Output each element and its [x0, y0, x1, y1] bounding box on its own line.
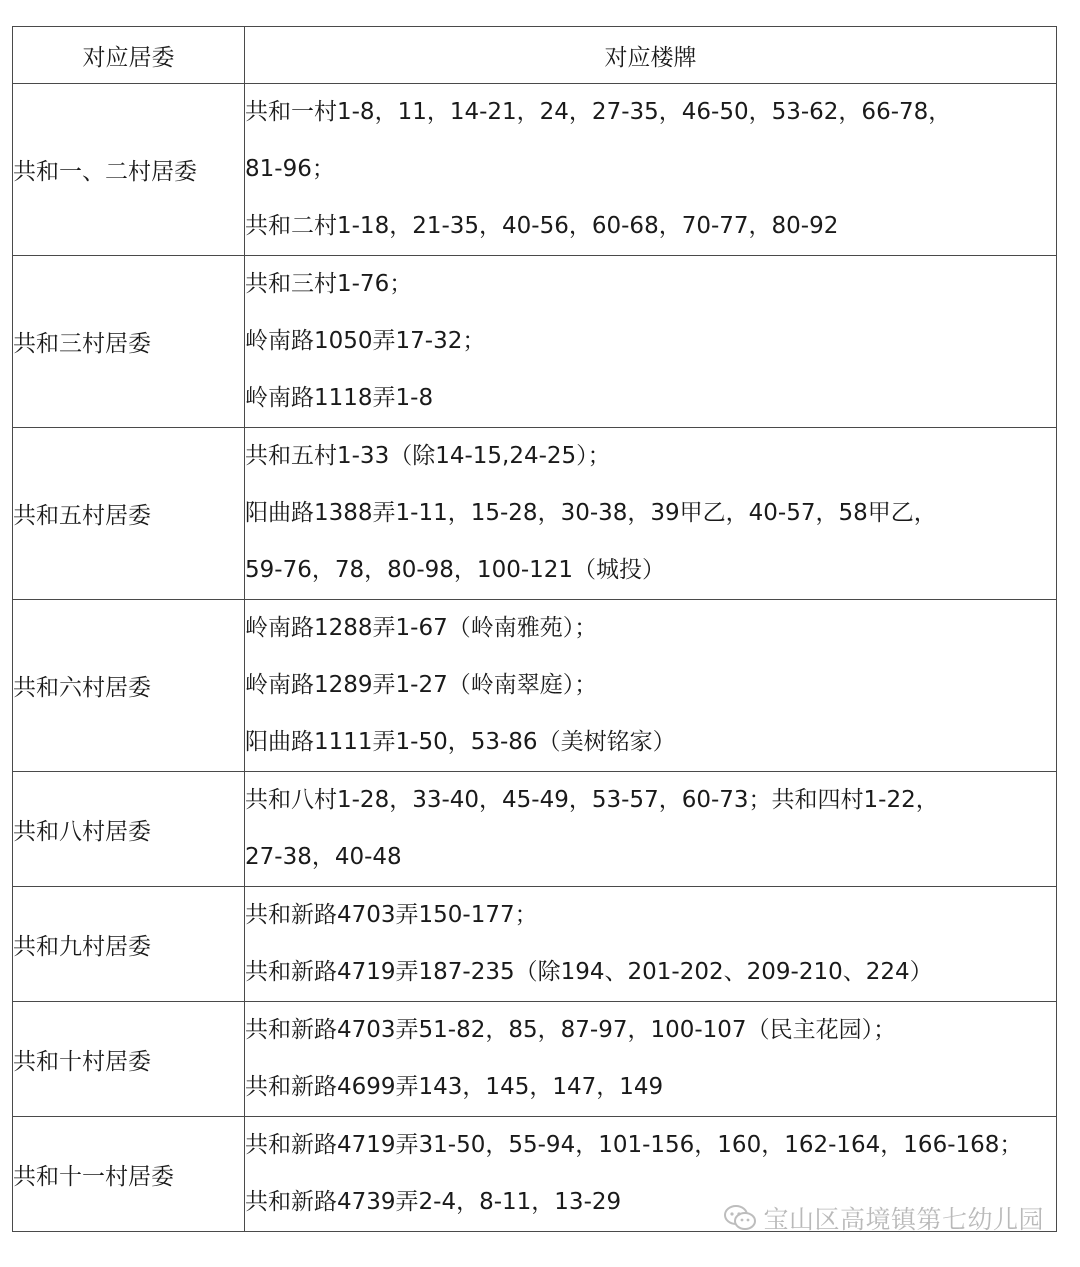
building-line: 共和三村1-76； [245, 271, 413, 297]
table-row [13, 84, 1057, 256]
building-line: 阳曲路1111弄1-50，53-86（美树铭家） [245, 729, 676, 755]
header-committee: 对应居委 [13, 27, 245, 84]
building-line: 59-76，78，80-98，100-121（城投） [245, 557, 666, 583]
committee-cell: 共和一、二村居委 [13, 84, 245, 256]
buildings-cell [245, 887, 1057, 1002]
committee-cell: 共和六村居委 [13, 600, 245, 772]
table-row [13, 428, 1057, 600]
committee-cell: 共和八村居委 [13, 772, 245, 887]
buildings-cell [245, 1002, 1057, 1117]
buildings-cell [245, 772, 1057, 887]
building-line: 共和新路4703弄150-177； [245, 902, 538, 928]
table-header-row [13, 27, 1057, 84]
buildings-cell [245, 428, 1057, 600]
building-line: 阳曲路1388弄1-11，15-28，30-38，39甲乙，40-57，58甲乙， [245, 500, 937, 526]
building-line: 共和新路4739弄2-4，8-11，13-29 [245, 1189, 622, 1215]
committee-cell: 共和三村居委 [13, 256, 245, 428]
buildings-cell [245, 600, 1057, 772]
table-row [13, 887, 1057, 1002]
wechat-icon [723, 1203, 757, 1233]
watermark-text: 宝山区高境镇第七幼儿园 [763, 1205, 1044, 1234]
building-line: 共和五村1-33（除14-15,24-25）； [245, 443, 611, 469]
building-line: 共和新路4719弄187-235（除194、201-202、209-210、224） [245, 959, 933, 985]
buildings-cell [245, 84, 1057, 256]
committee-cell: 共和十村居委 [13, 1002, 245, 1117]
building-line: 岭南路1288弄1-67（岭南雅苑）； [245, 615, 598, 641]
building-line: 岭南路1050弄17-32； [245, 328, 486, 354]
table-row [13, 256, 1057, 428]
committee-cell: 共和十一村居委 [13, 1117, 245, 1232]
table-row [13, 1002, 1057, 1117]
header-buildings: 对应楼牌 [245, 27, 1057, 84]
committee-cell: 共和五村居委 [13, 428, 245, 600]
building-line: 共和新路4703弄51-82，85，87-97，100-107（民主花园）； [245, 1017, 897, 1043]
table-row [13, 772, 1057, 887]
building-line: 共和新路4719弄31-50，55-94，101-156，160，162-164，166-168； [245, 1132, 1023, 1158]
building-line: 共和八村1-28，33-40，45-49，53-57，60-73；共和四村1-22， [245, 787, 939, 813]
buildings-cell [245, 256, 1057, 428]
building-line: 岭南路1289弄1-27（岭南翠庭）； [245, 672, 598, 698]
building-mapping-table [12, 26, 1057, 1232]
building-line: 共和二村1-18，21-35，40-56，60-68，70-77，80-92 [245, 213, 839, 239]
table-row [13, 600, 1057, 772]
building-line: 岭南路1118弄1-8 [245, 385, 434, 411]
building-line: 共和一村1-8，11，14-21，24，27-35，46-50，53-62，66-78， [245, 99, 952, 125]
building-line: 27-38，40-48 [245, 844, 402, 870]
account-watermark [723, 1200, 1044, 1236]
building-line: 共和新路4699弄143，145，147，149 [245, 1074, 664, 1100]
building-line: 81-96； [245, 156, 335, 182]
committee-cell: 共和九村居委 [13, 887, 245, 1002]
